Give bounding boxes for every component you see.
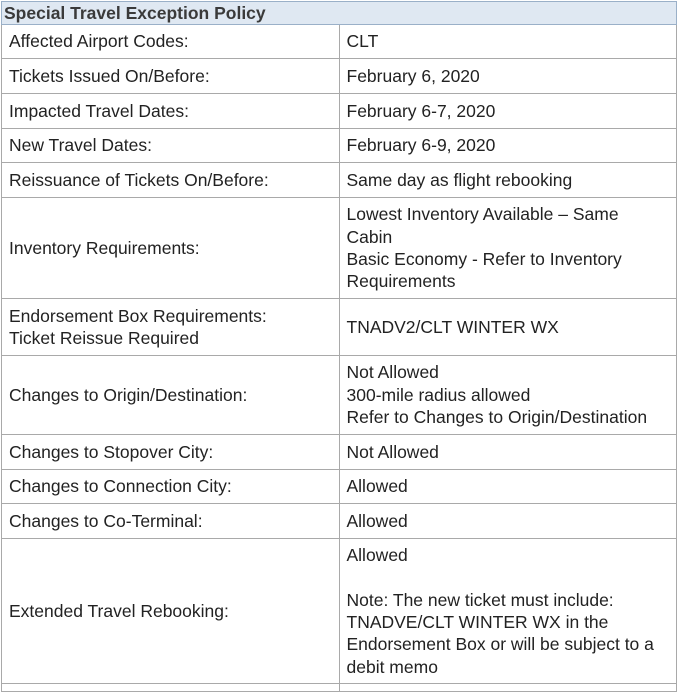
table-row bbox=[2, 129, 677, 163]
table-row bbox=[2, 94, 677, 129]
row-label-empty bbox=[2, 684, 340, 692]
row-label: Changes to Connection City: bbox=[2, 470, 340, 504]
row-value bbox=[339, 198, 677, 299]
row-value: Allowed bbox=[339, 504, 677, 539]
row-label bbox=[2, 299, 340, 356]
row-label: Changes to Co-Terminal: bbox=[2, 504, 340, 539]
table-row bbox=[2, 435, 677, 470]
value-line: 300-mile radius allowed bbox=[346, 384, 531, 405]
row-value bbox=[339, 356, 677, 435]
row-value: Same day as flight rebooking bbox=[339, 163, 677, 198]
title-row bbox=[2, 2, 677, 25]
table-row bbox=[2, 539, 677, 684]
row-value: February 6-7, 2020 bbox=[339, 94, 677, 129]
row-label: Changes to Stopover City: bbox=[2, 435, 340, 470]
table-row bbox=[2, 59, 677, 94]
row-label: Changes to Origin/Destination: bbox=[2, 356, 340, 435]
row-value: Allowed bbox=[339, 470, 677, 504]
value-line: Refer to Changes to Origin/Destination bbox=[346, 407, 648, 428]
table-row bbox=[2, 504, 677, 539]
row-label: Impacted Travel Dates: bbox=[2, 94, 340, 129]
row-label: Tickets Issued On/Before: bbox=[2, 59, 340, 94]
policy-title: Special Travel Exception Policy bbox=[2, 2, 677, 25]
value-line: Basic Economy - Refer to Inventory Requirements bbox=[346, 249, 622, 292]
table-row bbox=[2, 470, 677, 504]
row-label: Extended Travel Rebooking: bbox=[2, 539, 340, 684]
row-value: February 6, 2020 bbox=[339, 59, 677, 94]
table-row bbox=[2, 25, 677, 59]
table-row bbox=[2, 198, 677, 299]
table-row-partial bbox=[2, 684, 677, 692]
row-label: Reissuance of Tickets On/Before: bbox=[2, 163, 340, 198]
label-line: Endorsement Box Requirements: bbox=[9, 305, 267, 326]
value-line: Not Allowed bbox=[346, 362, 439, 383]
row-value bbox=[339, 539, 677, 684]
table-row bbox=[2, 356, 677, 435]
row-value-empty bbox=[339, 684, 677, 692]
row-label: New Travel Dates: bbox=[2, 129, 340, 163]
row-label: Inventory Requirements: bbox=[2, 198, 340, 299]
row-value: CLT bbox=[339, 25, 677, 59]
row-label: Affected Airport Codes: bbox=[2, 25, 340, 59]
value-spacer bbox=[347, 566, 670, 588]
row-value: February 6-9, 2020 bbox=[339, 129, 677, 163]
value-line: Allowed bbox=[346, 544, 408, 565]
row-value: TNADV2/CLT WINTER WX bbox=[339, 299, 677, 356]
value-line: Note: The new ticket must include: TNADVE/CLT WINTER WX in the Endorsement Box or will be subject to a debit memo bbox=[346, 589, 654, 677]
value-line: Lowest Inventory Available – Same Cabin bbox=[346, 204, 619, 247]
label-line: Ticket Reissue Required bbox=[9, 328, 199, 348]
table-row bbox=[2, 163, 677, 198]
policy-table bbox=[1, 1, 677, 692]
table-row bbox=[2, 299, 677, 356]
row-value: Not Allowed bbox=[339, 435, 677, 470]
